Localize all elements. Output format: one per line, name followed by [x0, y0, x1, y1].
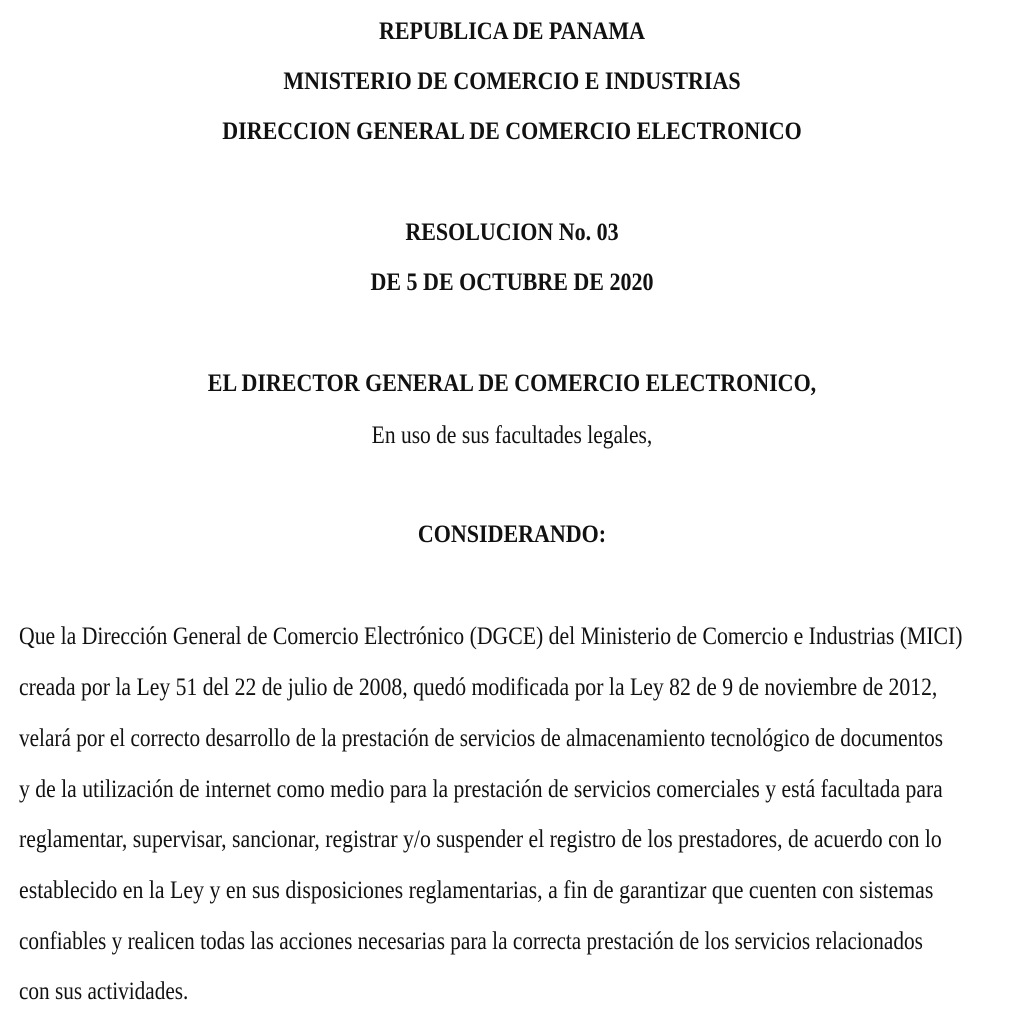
resolution-date: DE 5 DE OCTUBRE DE 2020 — [370, 269, 654, 296]
resolution-number: RESOLUCION No. 03 — [405, 219, 619, 246]
paragraph-line: velará por el correcto desarrollo de la prestación de servicios de almacenamiento tecnológico de documentos — [19, 725, 944, 752]
paragraph-line: confiables y realicen todas las acciones necesarias para la correcta prestación de los servicios relacionados — [19, 928, 923, 955]
header-ministry: MNISTERIO DE COMERCIO E INDUSTRIAS — [283, 68, 741, 95]
paragraph-line: con sus actividades. — [19, 978, 189, 1005]
authority-subtitle: En uso de sus facultades legales, — [371, 422, 653, 449]
paragraph-line: y de la utilización de internet como medio para la prestación de servicios comerciales y está facultada para — [19, 776, 943, 803]
paragraph-line: creada por la Ley 51 del 22 de julio de 2008, quedó modificada por la Ley 82 de 9 de noviembre de 2012, — [19, 674, 938, 701]
header-directorate: DIRECCION GENERAL DE COMERCIO ELECTRONICO — [222, 118, 802, 145]
authority-title: EL DIRECTOR GENERAL DE COMERCIO ELECTRONICO, — [207, 370, 817, 397]
header-country: REPUBLICA DE PANAMA — [378, 18, 646, 45]
paragraph-line: Que la Dirección General de Comercio Electrónico (DGCE) del Ministerio de Comercio e Industrias (MICI) — [19, 623, 963, 650]
paragraph-line: reglamentar, supervisar, sancionar, registrar y/o suspender el registro de los prestadores, de acuerdo con lo — [19, 826, 942, 853]
considerando-heading: CONSIDERANDO: — [417, 521, 607, 548]
paragraph-line: establecido en la Ley y en sus disposiciones reglamentarias, a fin de garantizar que cuenten con sistemas — [19, 877, 934, 904]
